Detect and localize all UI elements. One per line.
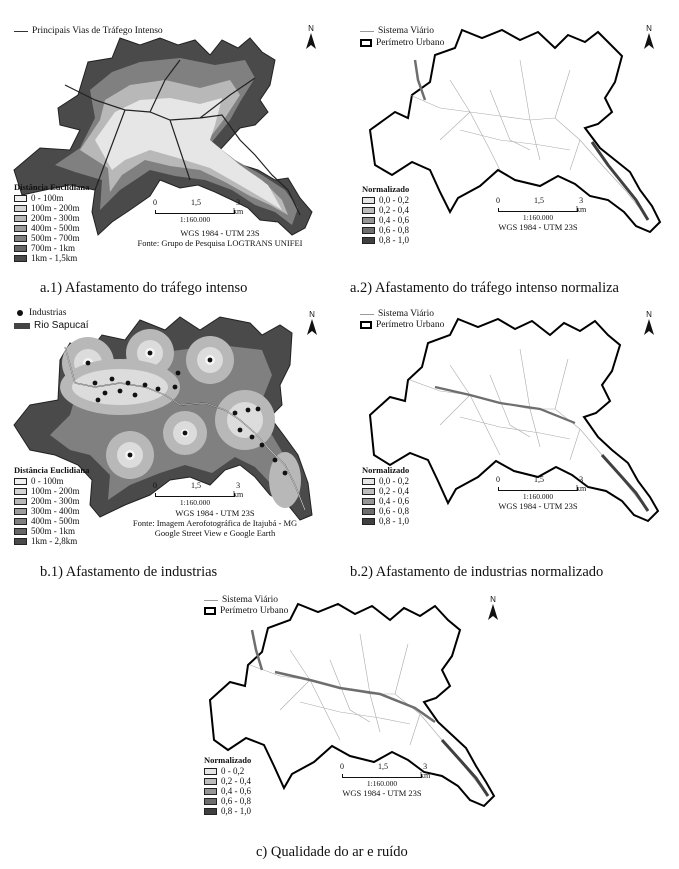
legend-class-row (362, 486, 409, 496)
legend-swatch (14, 488, 27, 495)
legend-swatch (14, 518, 27, 525)
scale-tick-1: 1,5 (191, 481, 201, 490)
legend-class-label: 500m - 700m (31, 233, 80, 243)
caption-a2: a.2) Afastamento do tráfego intenso normaliza (350, 280, 619, 296)
legend-class-row (362, 215, 409, 225)
map-a1-projection-source (120, 228, 320, 248)
projection-label: WGS 1984 - UTM 23S (180, 228, 260, 238)
north-arrow-icon (486, 595, 500, 622)
legend-class-row (14, 526, 89, 536)
road-line-symbol (360, 31, 374, 32)
legend-class-label: 100m - 200m (31, 486, 80, 496)
legend-class-label: 0,2 - 0,4 (379, 486, 409, 496)
legend-class-label: 200m - 300m (31, 213, 80, 223)
legend-class-label: 0 - 0,2 (221, 766, 245, 776)
legend-class-row (204, 776, 251, 786)
north-label: N (646, 310, 652, 319)
scale-ratio: 1:160.000 (522, 492, 554, 501)
legend-class-row (204, 766, 251, 776)
legend-swatch (14, 195, 27, 202)
legend-class-label: 200m - 300m (31, 496, 80, 506)
road-line-symbol (14, 31, 28, 32)
scale-bar-b2 (496, 475, 587, 511)
north-label: N (490, 595, 496, 604)
legend-class-label: 0 - 100m (31, 193, 64, 203)
panel-b2 (340, 305, 679, 585)
legend-class-label: 0,8 - 1,0 (221, 806, 251, 816)
legend-class-row (204, 796, 251, 806)
scale-tick-2: 3 km (420, 762, 431, 780)
legend-swatch (14, 235, 27, 242)
legend-swatch (204, 778, 217, 785)
legend-a2-title: Normalizado (362, 184, 410, 194)
industry-point-symbol (17, 310, 23, 316)
legend-class-row (362, 195, 409, 205)
legend-class-row (14, 476, 89, 486)
scale-tick-2: 3 km (576, 196, 587, 214)
legend-swatch (14, 538, 27, 545)
legend-b1-industries-label: Industrias (29, 308, 67, 318)
legend-swatch (362, 498, 375, 505)
legend-class-row (14, 213, 89, 223)
projection-label: WGS 1984 - UTM 23S (175, 508, 255, 518)
legend-swatch (204, 798, 217, 805)
legend-c (204, 755, 251, 816)
legend-swatch (204, 808, 217, 815)
legend-c-roads (204, 595, 278, 605)
legend-swatch (14, 478, 27, 485)
source-label-2: Google Street View e Google Earth (154, 528, 276, 538)
river-symbol (14, 323, 30, 329)
north-arrow-icon (305, 310, 319, 337)
legend-class-label: 0,0 - 0,2 (379, 476, 409, 486)
legend-a2 (362, 184, 409, 245)
projection-label: WGS 1984 - UTM 23S (498, 501, 578, 511)
source-label-1: Fonte: Imagem Aerofotográfica de Itajubá - MG (132, 518, 298, 528)
legend-class-label: 0 - 100m (31, 476, 64, 486)
legend-class-label: 400m - 500m (31, 223, 80, 233)
scale-ratio: 1:160.000 (179, 215, 211, 224)
legend-class-label: 100m - 200m (31, 203, 80, 213)
panel-b1 (0, 305, 330, 585)
scale-tick-0: 0 (496, 196, 500, 205)
legend-b2-perimeter (360, 320, 444, 330)
legend-swatch (362, 227, 375, 234)
north-label: N (646, 24, 652, 33)
legend-swatch (362, 508, 375, 515)
legend-class-label: 500m - 1km (31, 526, 75, 536)
north-label: N (308, 24, 314, 33)
legend-b1-title: Distância Euclidiana (14, 465, 90, 475)
scale-tick-1: 1,5 (191, 198, 201, 207)
caption-a1: a.1) Afastamento do tráfego intenso (40, 280, 248, 296)
scale-bar-a1 (153, 198, 244, 224)
scale-ratio: 1:160.000 (179, 498, 211, 507)
scale-tick-1: 1,5 (534, 196, 544, 205)
legend-b1-river-label: Rio Sapucaí (34, 320, 89, 331)
legend-class-label: 0,6 - 0,8 (379, 225, 409, 235)
legend-class-row (14, 496, 89, 506)
legend-a1-title: Distância Euclidiana (14, 182, 90, 192)
legend-swatch (362, 488, 375, 495)
legend-b2-title: Normalizado (362, 465, 410, 475)
legend-class-label: 1km - 1,5km (31, 253, 78, 263)
legend-swatch (362, 478, 375, 485)
legend-class-row (14, 223, 89, 233)
road-line-symbol (360, 314, 374, 315)
perimeter-box-symbol (204, 607, 216, 615)
legend-class-label: 400m - 500m (31, 516, 80, 526)
projection-label: WGS 1984 - UTM 23S (498, 222, 578, 232)
legend-class-row (362, 506, 409, 516)
legend-b2 (362, 465, 409, 526)
legend-class-row (14, 536, 89, 546)
legend-class-label: 0,8 - 1,0 (379, 235, 409, 245)
legend-class-row (362, 496, 409, 506)
caption-b1: b.1) Afastamento de industrias (40, 564, 218, 580)
legend-c-perimeter (204, 606, 288, 616)
north-label: N (309, 310, 315, 319)
legend-class-label: 0,8 - 1,0 (379, 516, 409, 526)
map-b1-projection-source (105, 508, 325, 538)
legend-a2-perimeter (360, 38, 444, 48)
legend-swatch (14, 205, 27, 212)
perimeter-box-symbol (360, 321, 372, 329)
scale-tick-0: 0 (340, 762, 344, 771)
legend-swatch (14, 245, 27, 252)
legend-b2-roads-label: Sistema Viário (378, 309, 434, 319)
scale-tick-0: 0 (153, 198, 157, 207)
legend-class-label: 0,6 - 0,8 (379, 506, 409, 516)
legend-swatch (362, 197, 375, 204)
scale-tick-2: 3 km (233, 198, 244, 216)
legend-class-row (14, 506, 89, 516)
legend-swatch (14, 255, 27, 262)
legend-swatch (362, 518, 375, 525)
north-arrow-icon (304, 24, 318, 51)
legend-class-row (14, 203, 89, 213)
legend-class-row (362, 205, 409, 215)
scale-bar-b1 (153, 481, 244, 507)
source-label: Fonte: Grupo de Pesquisa LOGTRANS UNIFEI (137, 238, 303, 248)
legend-swatch (204, 788, 217, 795)
legend-class-label: 1km - 2,8km (31, 536, 78, 546)
panel-a2 (340, 0, 679, 300)
legend-a1-roads-label: Principais Vias de Tráfego Intenso (32, 26, 163, 36)
legend-class-label: 0,6 - 0,8 (221, 796, 251, 806)
legend-class-row (204, 806, 251, 816)
legend-b1 (14, 465, 89, 546)
legend-class-label: 0,2 - 0,4 (221, 776, 251, 786)
legend-class-row (362, 516, 409, 526)
north-arrow-icon (642, 24, 656, 51)
legend-class-label: 0,2 - 0,4 (379, 205, 409, 215)
legend-class-label: 0,0 - 0,2 (379, 195, 409, 205)
scale-bar-c (340, 762, 431, 798)
caption-c: c) Qualidade do ar e ruído (256, 844, 408, 860)
scale-bar-a2 (496, 196, 587, 232)
legend-b2-roads (360, 309, 434, 319)
scale-tick-0: 0 (496, 475, 500, 484)
legend-swatch (362, 237, 375, 244)
scale-tick-0: 0 (153, 481, 157, 490)
scale-tick-2: 3 km (576, 475, 587, 493)
legend-a2-perimeter-label: Perímetro Urbano (376, 38, 445, 48)
panel-c (190, 590, 510, 869)
road-line-symbol (204, 600, 218, 601)
scale-ratio: 1:160.000 (522, 213, 554, 222)
legend-class-row (204, 786, 251, 796)
legend-class-label: 0,4 - 0,6 (221, 786, 251, 796)
legend-class-label: 700m - 1km (31, 243, 75, 253)
legend-a1-roads (14, 26, 163, 36)
legend-swatch (14, 508, 27, 515)
legend-class-label: 0,4 - 0,6 (379, 215, 409, 225)
legend-class-row (14, 516, 89, 526)
caption-b2: b.2) Afastamento de industrias normalizado (350, 564, 604, 580)
legend-swatch (14, 225, 27, 232)
legend-class-row (14, 233, 89, 243)
perimeter-box-symbol (360, 39, 372, 47)
north-arrow-icon (642, 310, 656, 337)
legend-class-row (362, 235, 409, 245)
projection-label: WGS 1984 - UTM 23S (342, 788, 422, 798)
legend-class-row (14, 486, 89, 496)
legend-a2-roads-label: Sistema Viário (378, 26, 434, 36)
legend-swatch (204, 768, 217, 775)
legend-class-row (14, 253, 89, 263)
legend-a2-roads (360, 26, 434, 36)
legend-c-title: Normalizado (204, 755, 252, 765)
legend-b1-industries (14, 308, 66, 318)
scale-tick-1: 1,5 (378, 762, 388, 771)
legend-swatch (14, 528, 27, 535)
legend-class-label: 0,4 - 0,6 (379, 496, 409, 506)
legend-class-row (14, 243, 89, 253)
legend-b2-perimeter-label: Perímetro Urbano (376, 320, 445, 330)
panel-a1 (0, 0, 330, 300)
scale-ratio: 1:160.000 (366, 779, 398, 788)
legend-class-row (362, 476, 409, 486)
scale-tick-1: 1,5 (534, 475, 544, 484)
legend-swatch (362, 207, 375, 214)
legend-swatch (14, 498, 27, 505)
legend-a1 (14, 182, 89, 263)
legend-c-perimeter-label: Perímetro Urbano (220, 606, 289, 616)
legend-class-row (362, 225, 409, 235)
legend-swatch (14, 215, 27, 222)
legend-swatch (362, 217, 375, 224)
legend-b1-river (14, 320, 88, 331)
scale-tick-2: 3 km (233, 481, 244, 499)
legend-class-row (14, 193, 89, 203)
legend-class-label: 300m - 400m (31, 506, 80, 516)
legend-c-roads-label: Sistema Viário (222, 595, 278, 605)
